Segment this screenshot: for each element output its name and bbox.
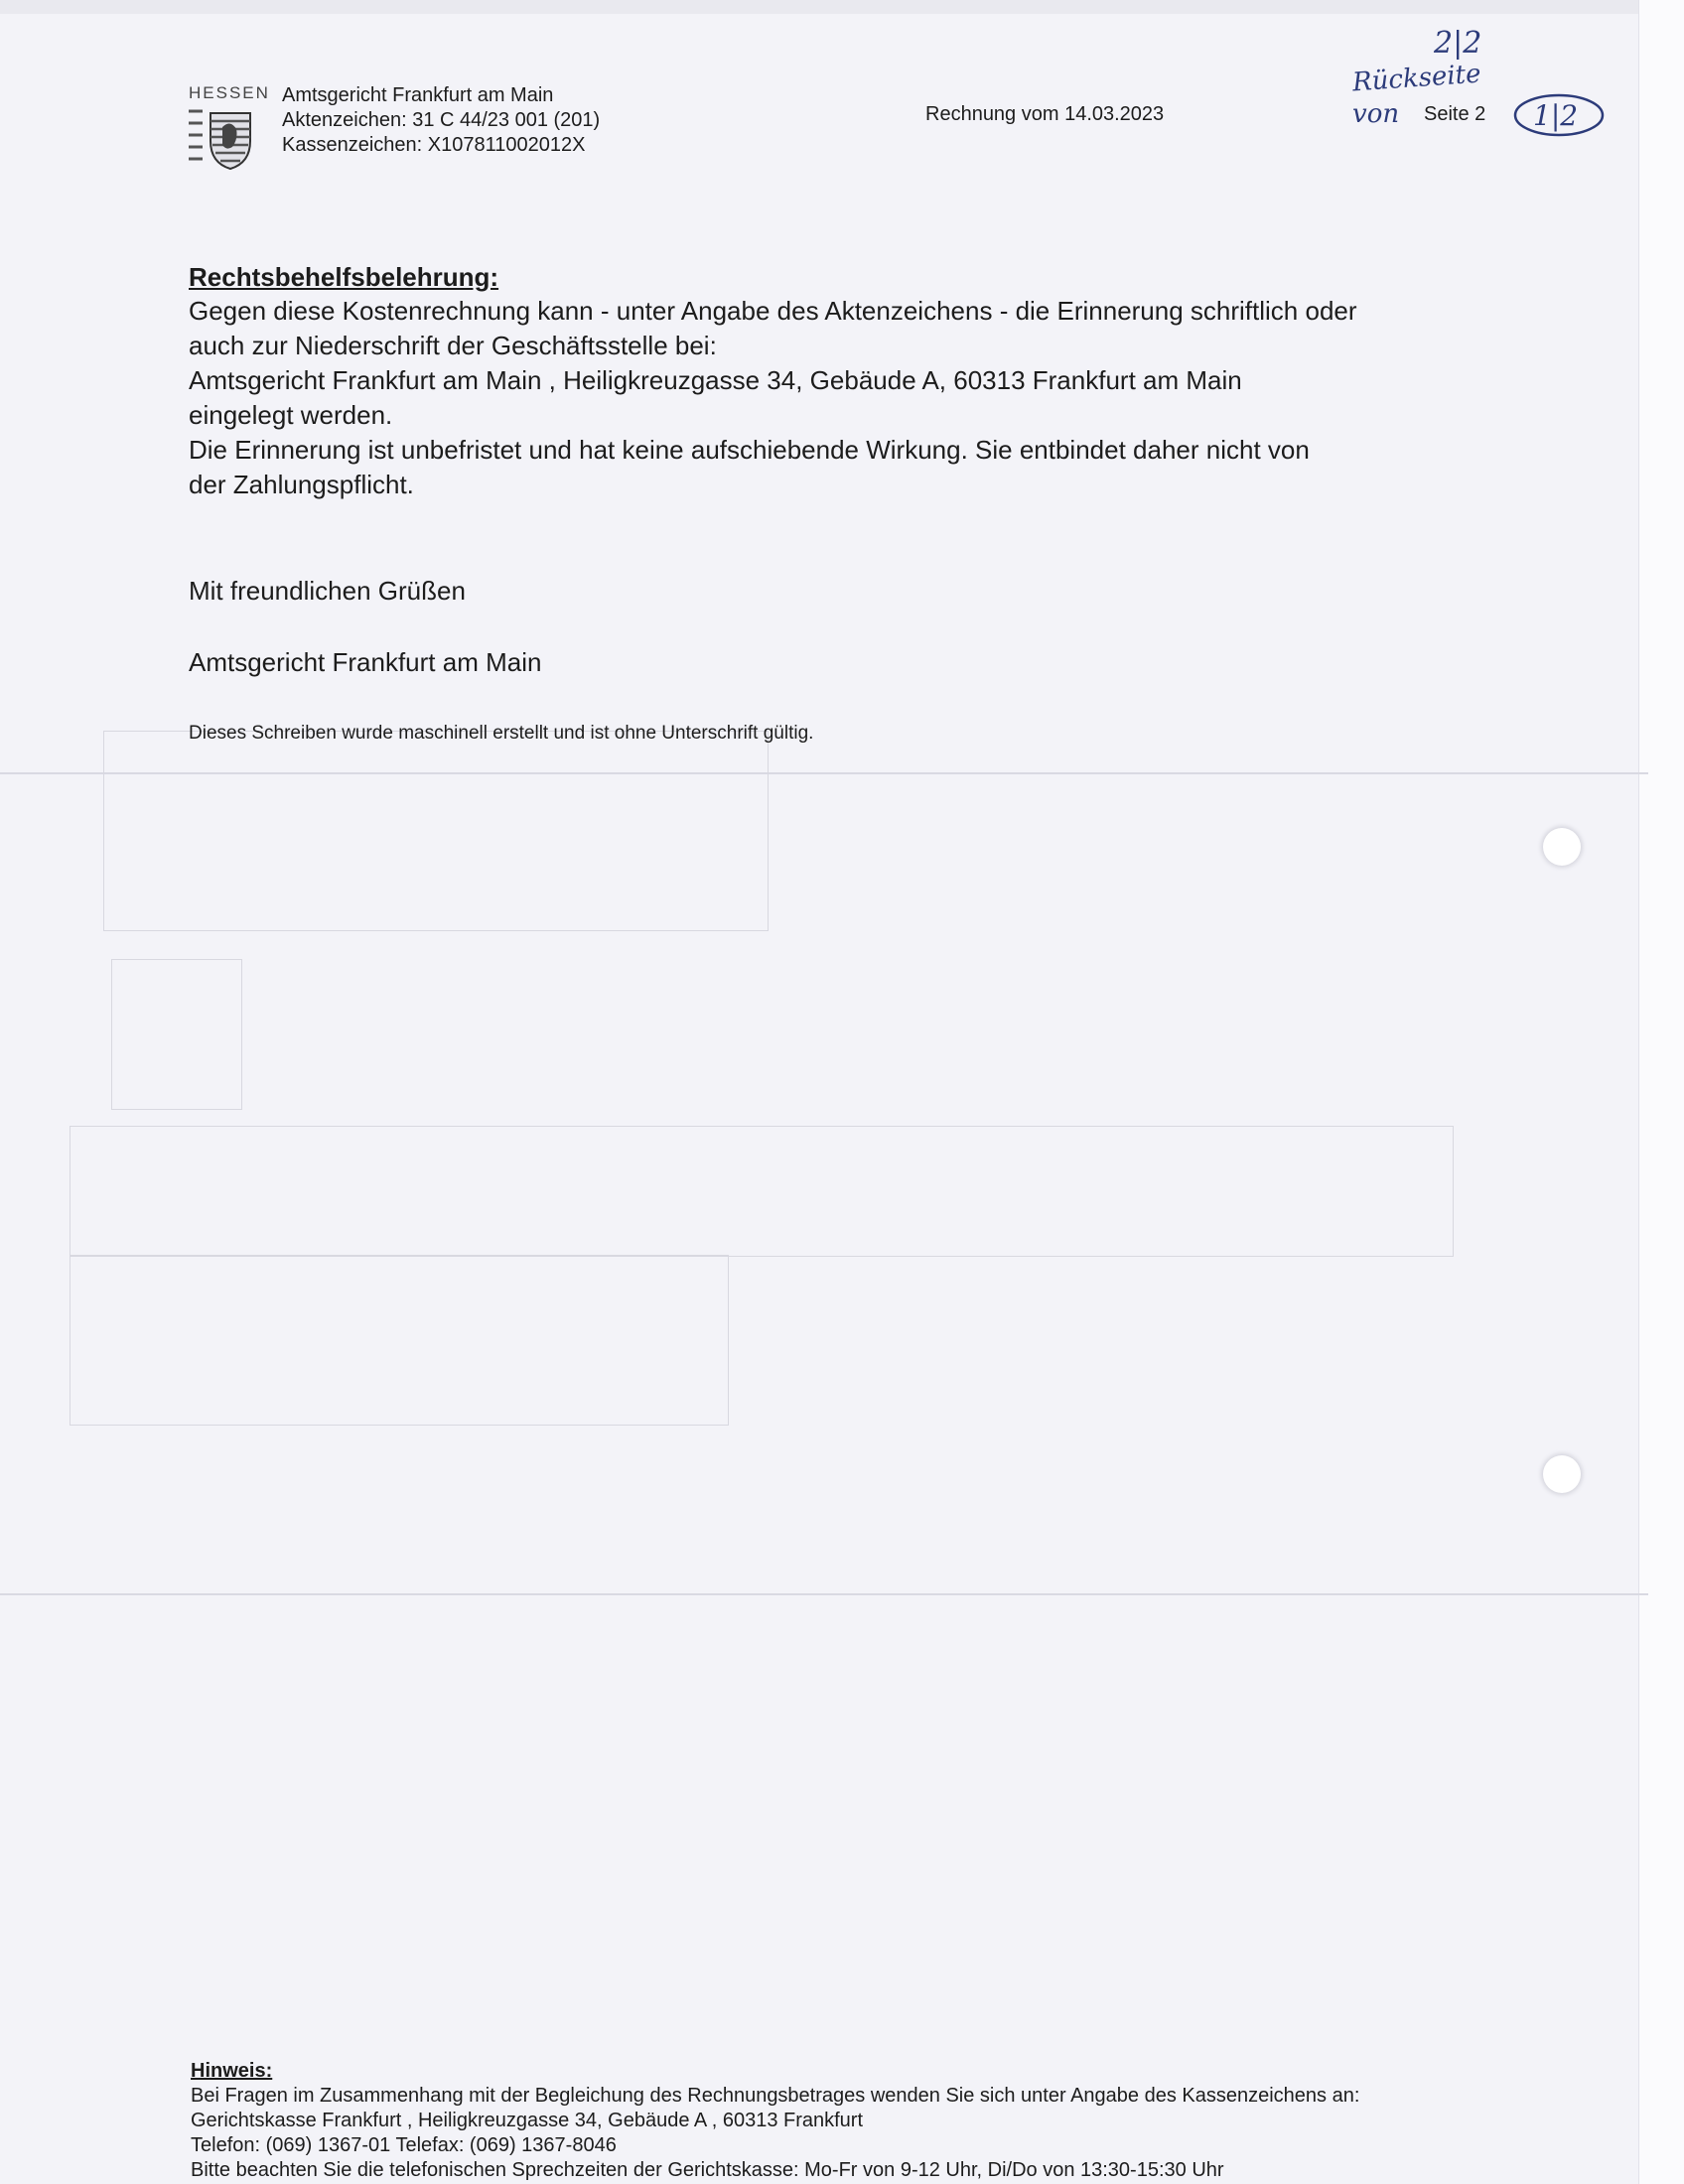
instruction-line: der Zahlungspflicht. [189,470,414,499]
punch-hole [1543,1455,1581,1493]
paper-fold [0,1593,1648,1595]
hint-phone: Telefon: (069) 1367-01 Telefax: (069) 1367-8046 [191,2134,617,2156]
instruction-title: Rechtsbehelfsbelehrung: [189,262,499,292]
hint-line: Bei Fragen im Zusammenhang mit der Begleichung des Rechnungsbetrages wenden Sie sich unter Angabe des Kassenzeichens an: [191,2085,1360,2107]
hint-address: Gerichtskasse Frankfurt , Heiligkreuzgasse 34, Gebäude A , 60313 Frankfurt [191,2110,864,2131]
handwritten-of-note: von [1352,99,1400,129]
hint-office-hours: Bitte beachten Sie die telefonischen Sprechzeiten der Gerichtskasse: Mo-Fr von 9-12 Uhr, Di/Do von 13:30-15:30 Uhr [191,2159,1224,2181]
punch-hole [1543,828,1581,866]
paper-edge [1638,0,1684,2184]
case-reference-block [282,83,600,158]
hessen-lion-icon [189,107,260,171]
instruction-line: Die Erinnerung ist unbefristet und hat keine aufschiebende Wirkung. Sie entbindet daher nicht von [189,435,1310,465]
hint-title: Hinweis: [191,2060,273,2082]
handwritten-reverse-note: Rückseite [1351,59,1482,98]
handwritten-circled-page: 1|2 [1533,99,1579,132]
invoice-date: Rechnung vom 14.03.2023 [925,103,1165,125]
court-name: Amtsgericht Frankfurt am Main [282,84,554,106]
instruction-line: auch zur Niederschrift der Geschäftsstelle bei: [189,331,717,360]
closing-greeting: Mit freundlichen Grüßen [189,576,466,606]
file-number: Aktenzeichen: 31 C 44/23 001 (201) [282,109,601,131]
scan-top-strip [0,0,1684,14]
closing-court-name: Amtsgericht Frankfurt am Main [189,647,542,677]
page-number: Seite 2 [1424,103,1486,125]
instruction-line: eingelegt werden. [189,400,393,430]
instruction-line: Gegen diese Kostenrechnung kann - unter Angabe des Aktenzeichens - die Erinnerung schriftlich oder [189,296,1357,326]
hessen-logo [189,83,270,176]
handwritten-page-note: 2|2 [1434,26,1482,61]
cash-number: Kassenzeichen: X107811002012X [282,134,586,156]
legal-instruction-section [189,260,1589,502]
machine-generated-note: Dieses Schreiben wurde maschinell erstellt und ist ohne Unterschrift gültig. [189,723,814,744]
footer-hint [191,2059,1611,2183]
logo-wordmark: HESSEN [189,83,270,102]
instruction-line: Amtsgericht Frankfurt am Main , Heiligkreuzgasse 34, Gebäude A, 60313 Frankfurt am Main [189,365,1242,395]
